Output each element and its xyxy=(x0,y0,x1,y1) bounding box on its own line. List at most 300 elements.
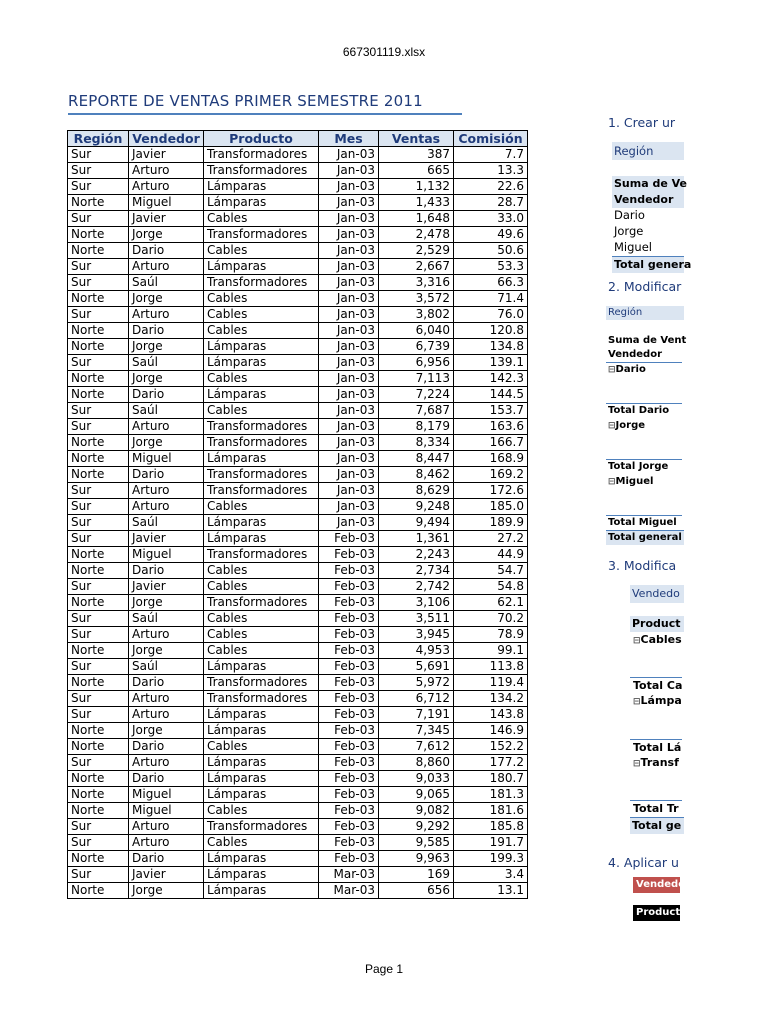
cell-ventas: 169 xyxy=(379,867,454,883)
cell-mes: Jan-03 xyxy=(319,259,379,275)
cell-vendedor: Jorge xyxy=(129,435,204,451)
step-1-heading: 1. Crear ur xyxy=(608,115,676,130)
table-row xyxy=(68,531,528,547)
cell-producto: Lámparas xyxy=(204,387,319,403)
cell-region: Norte xyxy=(68,675,129,691)
cell-mes: Jan-03 xyxy=(319,371,379,387)
cell-region: Norte xyxy=(68,243,129,259)
cell-mes: Feb-03 xyxy=(319,531,379,547)
cell-vendedor: Dario xyxy=(129,387,204,403)
cell-comision: 185.8 xyxy=(454,819,528,835)
cell-region: Norte xyxy=(68,387,129,403)
cell-ventas: 9,065 xyxy=(379,787,454,803)
sales-table-body xyxy=(68,147,528,899)
cell-comision: 7.7 xyxy=(454,147,528,163)
cell-mes: Jan-03 xyxy=(319,339,379,355)
collapse-icon[interactable]: ⊟ xyxy=(633,759,641,769)
cell-comision: 70.2 xyxy=(454,611,528,627)
pivot3-total-general: Total ge xyxy=(630,817,684,834)
cell-region: Sur xyxy=(68,163,129,179)
cell-ventas: 5,972 xyxy=(379,675,454,691)
cell-region: Norte xyxy=(68,851,129,867)
cell-comision: 166.7 xyxy=(454,435,528,451)
cell-comision: 66.3 xyxy=(454,275,528,291)
cell-ventas: 3,511 xyxy=(379,611,454,627)
cell-mes: Feb-03 xyxy=(319,803,379,819)
pivot2-jorge-label: Jorge xyxy=(615,420,646,431)
cell-ventas: 7,687 xyxy=(379,403,454,419)
cell-vendedor: Arturo xyxy=(129,819,204,835)
cell-producto: Cables xyxy=(204,739,319,755)
cell-comision: 54.8 xyxy=(454,579,528,595)
cell-comision: 139.1 xyxy=(454,355,528,371)
cell-comision: 76.0 xyxy=(454,307,528,323)
cell-ventas: 8,179 xyxy=(379,419,454,435)
cell-region: Norte xyxy=(68,467,129,483)
cell-ventas: 6,040 xyxy=(379,323,454,339)
cell-comision: 134.8 xyxy=(454,339,528,355)
cell-vendedor: Saúl xyxy=(129,611,204,627)
cell-comision: 144.5 xyxy=(454,387,528,403)
cell-mes: Feb-03 xyxy=(319,787,379,803)
table-row xyxy=(68,371,528,387)
title-underline xyxy=(68,113,462,115)
cell-producto: Cables xyxy=(204,323,319,339)
cell-ventas: 7,224 xyxy=(379,387,454,403)
cell-ventas: 7,345 xyxy=(379,723,454,739)
cell-mes: Feb-03 xyxy=(319,771,379,787)
cell-producto: Transformadores xyxy=(204,819,319,835)
cell-region: Sur xyxy=(68,659,129,675)
cell-producto: Cables xyxy=(204,243,319,259)
cell-region: Sur xyxy=(68,579,129,595)
cell-ventas: 2,667 xyxy=(379,259,454,275)
cell-region: Norte xyxy=(68,563,129,579)
pivot3-group-cables[interactable] xyxy=(633,633,682,646)
cell-ventas: 1,648 xyxy=(379,211,454,227)
cell-ventas: 2,734 xyxy=(379,563,454,579)
cell-ventas: 5,691 xyxy=(379,659,454,675)
cell-vendedor: Arturo xyxy=(129,835,204,851)
cell-comision: 120.8 xyxy=(454,323,528,339)
header-mes: Mes xyxy=(319,131,379,147)
cell-vendedor: Arturo xyxy=(129,627,204,643)
table-row xyxy=(68,339,528,355)
cell-comision: 49.6 xyxy=(454,227,528,243)
pivot3-vendedor-filter: Vendedo xyxy=(630,585,684,603)
pivot3-lamparas-label: Lámpa xyxy=(640,694,682,707)
cell-mes: Jan-03 xyxy=(319,467,379,483)
cell-ventas: 8,334 xyxy=(379,435,454,451)
cell-comision: 152.2 xyxy=(454,739,528,755)
cell-ventas: 1,132 xyxy=(379,179,454,195)
cell-mes: Jan-03 xyxy=(319,435,379,451)
cell-region: Sur xyxy=(68,403,129,419)
cell-vendedor: Arturo xyxy=(129,707,204,723)
cell-mes: Feb-03 xyxy=(319,547,379,563)
pivot2-sum-header: Suma de Vent xyxy=(608,335,687,346)
table-row xyxy=(68,883,528,899)
cell-vendedor: Arturo xyxy=(129,259,204,275)
cell-mes: Jan-03 xyxy=(319,515,379,531)
cell-vendedor: Jorge xyxy=(129,723,204,739)
pivot2-dario-label: Dario xyxy=(615,364,646,375)
cell-producto: Lámparas xyxy=(204,451,319,467)
collapse-icon[interactable]: ⊟ xyxy=(633,697,641,707)
cell-comision: 22.6 xyxy=(454,179,528,195)
pivot3-total-transf: Total Tr xyxy=(633,802,679,815)
pivot2-total-miguel: Total Miguel xyxy=(608,517,677,528)
cell-vendedor: Arturo xyxy=(129,691,204,707)
cell-mes: Jan-03 xyxy=(319,227,379,243)
pivot3-total-lamparas: Total Lá xyxy=(633,741,682,754)
cell-mes: Jan-03 xyxy=(319,291,379,307)
cell-ventas: 9,082 xyxy=(379,803,454,819)
pivot2-miguel-rule xyxy=(606,515,682,516)
cell-mes: Feb-03 xyxy=(319,611,379,627)
table-row xyxy=(68,739,528,755)
cell-vendedor: Dario xyxy=(129,675,204,691)
pivot2-group-miguel[interactable] xyxy=(608,476,653,487)
cell-comision: 71.4 xyxy=(454,291,528,307)
cell-ventas: 387 xyxy=(379,147,454,163)
cell-region: Sur xyxy=(68,259,129,275)
table-row xyxy=(68,691,528,707)
cell-vendedor: Dario xyxy=(129,739,204,755)
cell-region: Norte xyxy=(68,435,129,451)
cell-mes: Jan-03 xyxy=(319,243,379,259)
cell-region: Sur xyxy=(68,307,129,323)
cell-vendedor: Saúl xyxy=(129,355,204,371)
cell-comision: 177.2 xyxy=(454,755,528,771)
cell-producto: Transformadores xyxy=(204,227,319,243)
cell-vendedor: Jorge xyxy=(129,643,204,659)
pivot2-dario-rule xyxy=(606,403,682,404)
cell-producto: Lámparas xyxy=(204,339,319,355)
cell-producto: Transformadores xyxy=(204,419,319,435)
step-4-heading: 4. Aplicar u xyxy=(608,855,679,870)
cell-mes: Jan-03 xyxy=(319,275,379,291)
cell-producto: Lámparas xyxy=(204,531,319,547)
table-row xyxy=(68,179,528,195)
cell-producto: Lámparas xyxy=(204,707,319,723)
cell-comision: 78.9 xyxy=(454,627,528,643)
table-row xyxy=(68,227,528,243)
cell-producto: Cables xyxy=(204,579,319,595)
cell-region: Sur xyxy=(68,819,129,835)
cell-region: Sur xyxy=(68,627,129,643)
pivot2-total-general: Total general xyxy=(606,530,684,545)
cell-ventas: 665 xyxy=(379,163,454,179)
cell-ventas: 8,447 xyxy=(379,451,454,467)
page-number: Page 1 xyxy=(364,962,404,976)
pivot-instructions-panel xyxy=(600,0,692,1024)
cell-vendedor: Miguel xyxy=(129,787,204,803)
cell-producto: Cables xyxy=(204,499,319,515)
header-region: Región xyxy=(68,131,129,147)
table-row xyxy=(68,595,528,611)
header-vendedor: Vendedor xyxy=(129,131,204,147)
cell-comision: 153.7 xyxy=(454,403,528,419)
cell-producto: Transformadores xyxy=(204,691,319,707)
pivot3-group-lamparas[interactable] xyxy=(633,694,682,707)
cell-region: Norte xyxy=(68,787,129,803)
cell-vendedor: Javier xyxy=(129,531,204,547)
cell-region: Norte xyxy=(68,643,129,659)
pivot1-sum-header: Suma de Ve xyxy=(614,177,688,190)
table-row xyxy=(68,851,528,867)
cell-ventas: 1,361 xyxy=(379,531,454,547)
cell-region: Norte xyxy=(68,291,129,307)
cell-producto: Lámparas xyxy=(204,787,319,803)
cell-producto: Transformadores xyxy=(204,275,319,291)
cell-mes: Jan-03 xyxy=(319,451,379,467)
cell-producto: Transformadores xyxy=(204,163,319,179)
cell-mes: Jan-03 xyxy=(319,403,379,419)
pivot2-group-dario[interactable] xyxy=(608,364,646,375)
pivot3-transf-rule xyxy=(630,800,682,801)
table-row xyxy=(68,483,528,499)
cell-vendedor: Javier xyxy=(129,579,204,595)
table-row xyxy=(68,243,528,259)
cell-mes: Feb-03 xyxy=(319,707,379,723)
cell-comision: 27.2 xyxy=(454,531,528,547)
cell-comision: 113.8 xyxy=(454,659,528,675)
cell-region: Sur xyxy=(68,755,129,771)
table-row xyxy=(68,275,528,291)
cell-vendedor: Javier xyxy=(129,867,204,883)
cell-producto: Transformadores xyxy=(204,147,319,163)
pivot2-region-filter: Región xyxy=(606,306,684,320)
cell-region: Norte xyxy=(68,323,129,339)
cell-comision: 191.7 xyxy=(454,835,528,851)
cell-comision: 172.6 xyxy=(454,483,528,499)
cell-comision: 33.0 xyxy=(454,211,528,227)
header-producto: Producto xyxy=(204,131,319,147)
cell-ventas: 3,945 xyxy=(379,627,454,643)
table-row xyxy=(68,755,528,771)
cell-mes: Feb-03 xyxy=(319,691,379,707)
cell-ventas: 1,433 xyxy=(379,195,454,211)
cell-region: Sur xyxy=(68,211,129,227)
pivot2-group-jorge[interactable] xyxy=(608,420,645,431)
cell-region: Sur xyxy=(68,147,129,163)
cell-ventas: 6,956 xyxy=(379,355,454,371)
pivot2-total-dario: Total Dario xyxy=(608,405,670,416)
pivot2-total-jorge: Total Jorge xyxy=(608,461,669,472)
pivot3-lamparas-rule xyxy=(630,739,682,740)
cell-region: Norte xyxy=(68,227,129,243)
cell-vendedor: Javier xyxy=(129,211,204,227)
cell-vendedor: Miguel xyxy=(129,195,204,211)
cell-ventas: 8,462 xyxy=(379,467,454,483)
cell-region: Norte xyxy=(68,371,129,387)
cell-comision: 3.4 xyxy=(454,867,528,883)
cell-mes: Feb-03 xyxy=(319,659,379,675)
cell-comision: 185.0 xyxy=(454,499,528,515)
cell-vendedor: Arturo xyxy=(129,499,204,515)
cell-ventas: 4,953 xyxy=(379,643,454,659)
pivot1-item-miguel: Miguel xyxy=(614,240,652,254)
pivot3-group-transf[interactable] xyxy=(633,756,679,769)
cell-ventas: 7,113 xyxy=(379,371,454,387)
cell-producto: Cables xyxy=(204,371,319,387)
table-row xyxy=(68,307,528,323)
cell-mes: Jan-03 xyxy=(319,307,379,323)
cell-vendedor: Saúl xyxy=(129,275,204,291)
cell-producto: Transformadores xyxy=(204,483,319,499)
cell-mes: Feb-03 xyxy=(319,627,379,643)
pivot1-vendedor-header: Vendedor xyxy=(612,192,684,208)
cell-comision: 119.4 xyxy=(454,675,528,691)
table-row xyxy=(68,819,528,835)
cell-producto: Lámparas xyxy=(204,179,319,195)
cell-comision: 146.9 xyxy=(454,723,528,739)
cell-ventas: 9,248 xyxy=(379,499,454,515)
table-header-row xyxy=(68,131,528,147)
table-row xyxy=(68,323,528,339)
cell-producto: Transformadores xyxy=(204,595,319,611)
cell-region: Sur xyxy=(68,691,129,707)
cell-ventas: 8,860 xyxy=(379,755,454,771)
pivot3-cables-rule xyxy=(630,677,682,678)
cell-ventas: 3,106 xyxy=(379,595,454,611)
cell-mes: Jan-03 xyxy=(319,483,379,499)
cell-comision: 13.3 xyxy=(454,163,528,179)
cell-producto: Lámparas xyxy=(204,723,319,739)
cell-producto: Cables xyxy=(204,611,319,627)
cell-producto: Transformadores xyxy=(204,435,319,451)
cell-mes: Feb-03 xyxy=(319,755,379,771)
cell-mes: Feb-03 xyxy=(319,819,379,835)
report-title: REPORTE DE VENTAS PRIMER SEMESTRE 2011 xyxy=(68,92,423,110)
table-row xyxy=(68,259,528,275)
cell-mes: Jan-03 xyxy=(319,195,379,211)
cell-vendedor: Jorge xyxy=(129,883,204,899)
cell-region: Norte xyxy=(68,883,129,899)
cell-region: Norte xyxy=(68,723,129,739)
cell-ventas: 3,316 xyxy=(379,275,454,291)
pivot3-cables-label: Cables xyxy=(640,633,682,646)
cell-vendedor: Saúl xyxy=(129,403,204,419)
pivot3-transf-label: Transf xyxy=(640,756,679,769)
cell-mes: Feb-03 xyxy=(319,579,379,595)
cell-producto: Lámparas xyxy=(204,755,319,771)
cell-vendedor: Dario xyxy=(129,243,204,259)
cell-vendedor: Arturo xyxy=(129,307,204,323)
cell-producto: Lámparas xyxy=(204,771,319,787)
cell-comision: 189.9 xyxy=(454,515,528,531)
collapse-icon[interactable]: ⊟ xyxy=(608,421,616,431)
table-row xyxy=(68,163,528,179)
cell-producto: Lámparas xyxy=(204,515,319,531)
cell-comision: 53.3 xyxy=(454,259,528,275)
cell-vendedor: Miguel xyxy=(129,547,204,563)
table-row xyxy=(68,803,528,819)
cell-comision: 28.7 xyxy=(454,195,528,211)
pivot1-total-row: Total genera xyxy=(614,258,692,271)
step-3-heading: 3. Modifica xyxy=(608,558,677,573)
cell-ventas: 2,742 xyxy=(379,579,454,595)
cell-producto: Transformadores xyxy=(204,467,319,483)
header-ventas: Ventas xyxy=(379,131,454,147)
cell-mes: Jan-03 xyxy=(319,355,379,371)
cell-comision: 50.6 xyxy=(454,243,528,259)
cell-mes: Jan-03 xyxy=(319,147,379,163)
cell-producto: Lámparas xyxy=(204,259,319,275)
collapse-icon[interactable]: ⊟ xyxy=(633,636,641,646)
cell-mes: Feb-03 xyxy=(319,595,379,611)
cell-region: Norte xyxy=(68,739,129,755)
sales-table xyxy=(67,130,528,899)
cell-producto: Lámparas xyxy=(204,867,319,883)
table-row xyxy=(68,707,528,723)
table-row xyxy=(68,419,528,435)
cell-mes: Feb-03 xyxy=(319,723,379,739)
cell-comision: 180.7 xyxy=(454,771,528,787)
collapse-icon[interactable]: ⊟ xyxy=(608,477,616,487)
cell-mes: Jan-03 xyxy=(319,323,379,339)
pivot1-item-dario: Dario xyxy=(614,208,645,222)
cell-region: Norte xyxy=(68,339,129,355)
table-row xyxy=(68,723,528,739)
table-row xyxy=(68,291,528,307)
table-row xyxy=(68,675,528,691)
cell-region: Sur xyxy=(68,515,129,531)
cell-ventas: 9,033 xyxy=(379,771,454,787)
cell-region: Norte xyxy=(68,451,129,467)
cell-region: Sur xyxy=(68,707,129,723)
cell-producto: Transformadores xyxy=(204,675,319,691)
cell-comision: 62.1 xyxy=(454,595,528,611)
cell-ventas: 6,712 xyxy=(379,691,454,707)
header-comision: Comisión xyxy=(454,131,528,147)
table-row xyxy=(68,835,528,851)
cell-vendedor: Miguel xyxy=(129,803,204,819)
cell-region: Norte xyxy=(68,195,129,211)
cell-mes: Jan-03 xyxy=(319,211,379,227)
vendedor-style-badge: Vendedo xyxy=(633,877,680,893)
table-row xyxy=(68,499,528,515)
file-name: 667301119.xlsx xyxy=(342,45,426,59)
cell-region: Norte xyxy=(68,547,129,563)
pivot2-vendedor-header: Vendedor xyxy=(608,349,662,360)
cell-vendedor: Dario xyxy=(129,323,204,339)
cell-comision: 163.6 xyxy=(454,419,528,435)
cell-ventas: 7,191 xyxy=(379,707,454,723)
table-row xyxy=(68,627,528,643)
cell-region: Sur xyxy=(68,483,129,499)
pivot3-total-cables: Total Ca xyxy=(633,679,683,692)
cell-comision: 199.3 xyxy=(454,851,528,867)
collapse-icon[interactable]: ⊟ xyxy=(608,365,616,375)
cell-vendedor: Arturo xyxy=(129,483,204,499)
pivot2-header-rule xyxy=(606,362,682,363)
cell-ventas: 9,494 xyxy=(379,515,454,531)
cell-vendedor: Arturo xyxy=(129,419,204,435)
table-row xyxy=(68,387,528,403)
cell-comision: 181.3 xyxy=(454,787,528,803)
cell-mes: Jan-03 xyxy=(319,179,379,195)
cell-vendedor: Jorge xyxy=(129,227,204,243)
cell-comision: 168.9 xyxy=(454,451,528,467)
cell-region: Sur xyxy=(68,419,129,435)
cell-ventas: 656 xyxy=(379,883,454,899)
cell-mes: Jan-03 xyxy=(319,419,379,435)
cell-producto: Lámparas xyxy=(204,355,319,371)
cell-producto: Cables xyxy=(204,291,319,307)
cell-vendedor: Jorge xyxy=(129,595,204,611)
